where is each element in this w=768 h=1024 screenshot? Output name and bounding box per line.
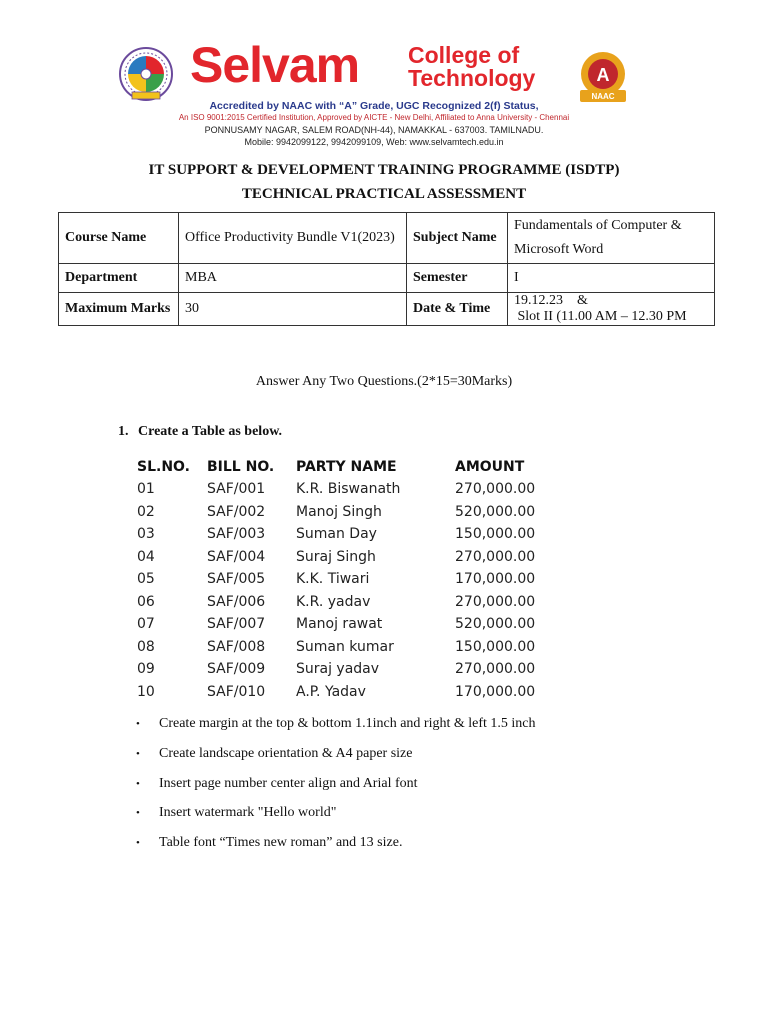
brand-subtitle	[408, 44, 535, 90]
cell-party-name: K.R. Biswanath	[296, 481, 401, 498]
column-header-amount: AMOUNT	[455, 459, 525, 475]
assessment-title: TECHNICAL PRACTICAL ASSESSMENT	[241, 186, 527, 202]
brand-subtitle-line2: Technology	[408, 65, 536, 91]
list-item	[136, 744, 536, 774]
naac-letter: A	[596, 65, 610, 85]
cell-sl-no: 08	[137, 638, 155, 655]
cell-amount: 270,000.00	[455, 661, 536, 678]
cell-sl-no: 09	[137, 661, 155, 678]
list-item-text: Insert watermark "Hello world"	[159, 805, 337, 821]
cell-bill-no: SAF/008	[207, 638, 266, 655]
list-item-text: Create landscape orientation & A4 paper size	[159, 745, 413, 761]
cell-amount: 170,000.00	[455, 571, 536, 588]
cell-party-name: Suraj Singh	[296, 548, 376, 565]
date-time-label: Date & Time	[407, 293, 508, 326]
subject-name-line1: Fundamentals of Computer &	[514, 218, 682, 233]
subject-name-line2: Microsoft Word	[514, 242, 604, 257]
letterhead	[118, 37, 658, 148]
cell-bill-no: SAF/010	[207, 683, 266, 700]
cell-bill-no: SAF/009	[207, 661, 266, 678]
cell-party-name: Suman kumar	[296, 638, 394, 655]
accreditation-line: Accredited by NAAC with “A” Grade, UGC Recognized 2(f) Status,	[209, 100, 539, 112]
cell-sl-no: 07	[137, 616, 155, 633]
list-item-text: Table font “Times new roman” and 13 size.	[159, 835, 403, 851]
course-name-label: Course Name	[59, 213, 179, 264]
cell-party-name: Suman Day	[296, 526, 377, 543]
cell-bill-no: SAF/003	[207, 526, 266, 543]
cell-bill-no: SAF/005	[207, 571, 266, 588]
cell-party-name: Manoj rawat	[296, 616, 383, 633]
certification-line: An ISO 9001:2015 Certified Institution, Approved by AICTE - New Delhi, Affiliated to Anna University - Chennai	[178, 113, 570, 122]
list-item	[136, 714, 536, 744]
subject-name-value	[508, 213, 715, 264]
cell-bill-no: SAF/007	[207, 616, 266, 633]
cell-bill-no: SAF/002	[207, 503, 266, 520]
programme-title: IT SUPPORT & DEVELOPMENT TRAINING PROGRAMME (ISDTP)	[148, 162, 620, 178]
list-item	[136, 833, 536, 863]
cell-amount: 270,000.00	[455, 593, 536, 610]
cell-amount: 270,000.00	[455, 548, 536, 565]
table-row	[137, 478, 545, 501]
cell-amount: 270,000.00	[455, 481, 536, 498]
cell-sl-no: 10	[137, 683, 155, 700]
list-item	[136, 774, 536, 804]
max-marks-label: Maximum Marks	[59, 293, 179, 326]
course-info-row	[59, 213, 715, 264]
question-number: 1.	[118, 424, 129, 439]
table-row	[137, 681, 545, 704]
course-info-table	[58, 212, 715, 326]
table-row	[137, 523, 545, 546]
bullet-icon: •	[136, 837, 140, 850]
cell-bill-no: SAF/006	[207, 593, 266, 610]
department-label: Department	[59, 264, 179, 293]
table-row	[137, 501, 545, 524]
cell-bill-no: SAF/004	[207, 548, 266, 565]
naac-label: NAAC	[591, 92, 615, 101]
cell-amount: 150,000.00	[455, 526, 536, 543]
cell-party-name: K.K. Tiwari	[296, 571, 370, 588]
cell-party-name: A.P. Yadav	[296, 683, 366, 700]
bullet-icon: •	[136, 777, 140, 790]
instruction-text: Answer Any Two Questions.(2*15=30Marks)	[255, 374, 513, 389]
table-row	[137, 591, 545, 614]
address-line: PONNUSAMY NAGAR, SALEM ROAD(NH-44), NAMAKKAL - 637003. TAMILNADU.	[204, 125, 544, 135]
college-emblem-icon	[118, 46, 174, 102]
cell-party-name: K.R. yadav	[296, 593, 371, 610]
bill-table-header	[137, 456, 545, 478]
accreditation-block	[164, 100, 584, 148]
list-item-text: Insert page number center align and Arial font	[159, 775, 418, 791]
date-time-value	[508, 293, 715, 326]
cell-amount: 520,000.00	[455, 616, 536, 633]
cell-party-name: Suraj yadav	[296, 661, 380, 678]
brand-subtitle-line1: College of	[408, 42, 520, 68]
cell-sl-no: 05	[137, 571, 155, 588]
semester-label: Semester	[407, 264, 508, 293]
cell-bill-no: SAF/001	[207, 481, 266, 498]
course-info-row	[59, 293, 715, 326]
contact-line: Mobile: 9942099122, 9942099109, Web: www.selvamtech.edu.in	[244, 137, 504, 147]
bullet-icon: •	[136, 747, 140, 760]
semester-value: I	[508, 264, 715, 293]
column-header-sl-no: SL.NO.	[137, 459, 190, 475]
cell-sl-no: 06	[137, 593, 155, 610]
table-row	[137, 636, 545, 659]
max-marks-value: 30	[179, 293, 407, 326]
cell-sl-no: 03	[137, 526, 155, 543]
subject-name-label: Subject Name	[407, 213, 508, 264]
cell-party-name: Manoj Singh	[296, 503, 382, 520]
list-item-text: Create margin at the top & bottom 1.1inch and right & left 1.5 inch	[159, 716, 536, 731]
question-1	[118, 424, 282, 440]
cell-sl-no: 04	[137, 548, 155, 565]
course-name-value: Office Productivity Bundle V1(2023)	[179, 213, 407, 264]
cell-amount: 170,000.00	[455, 683, 536, 700]
date-time-line2: Slot II (11.00 AM – 12.30 PM	[514, 309, 687, 324]
bullet-icon: •	[136, 807, 140, 820]
date-time-line1: 19.12.23 &	[514, 293, 588, 308]
table-row	[137, 568, 545, 591]
table-row	[137, 658, 545, 681]
task-list	[136, 714, 536, 863]
bullet-icon: •	[136, 718, 140, 730]
list-item	[136, 803, 536, 833]
course-info-row	[59, 264, 715, 293]
column-header-party-name: PARTY NAME	[296, 459, 397, 475]
question-text: Create a Table as below.	[138, 424, 283, 439]
bill-table	[137, 456, 545, 703]
table-row	[137, 546, 545, 569]
column-header-bill-no: BILL NO.	[207, 459, 275, 475]
cell-sl-no: 01	[137, 481, 155, 498]
department-value: MBA	[179, 264, 407, 293]
brand-name: Selvam	[190, 37, 360, 93]
table-row	[137, 613, 545, 636]
cell-amount: 150,000.00	[455, 638, 536, 655]
cell-amount: 520,000.00	[455, 503, 536, 520]
cell-sl-no: 02	[137, 503, 155, 520]
